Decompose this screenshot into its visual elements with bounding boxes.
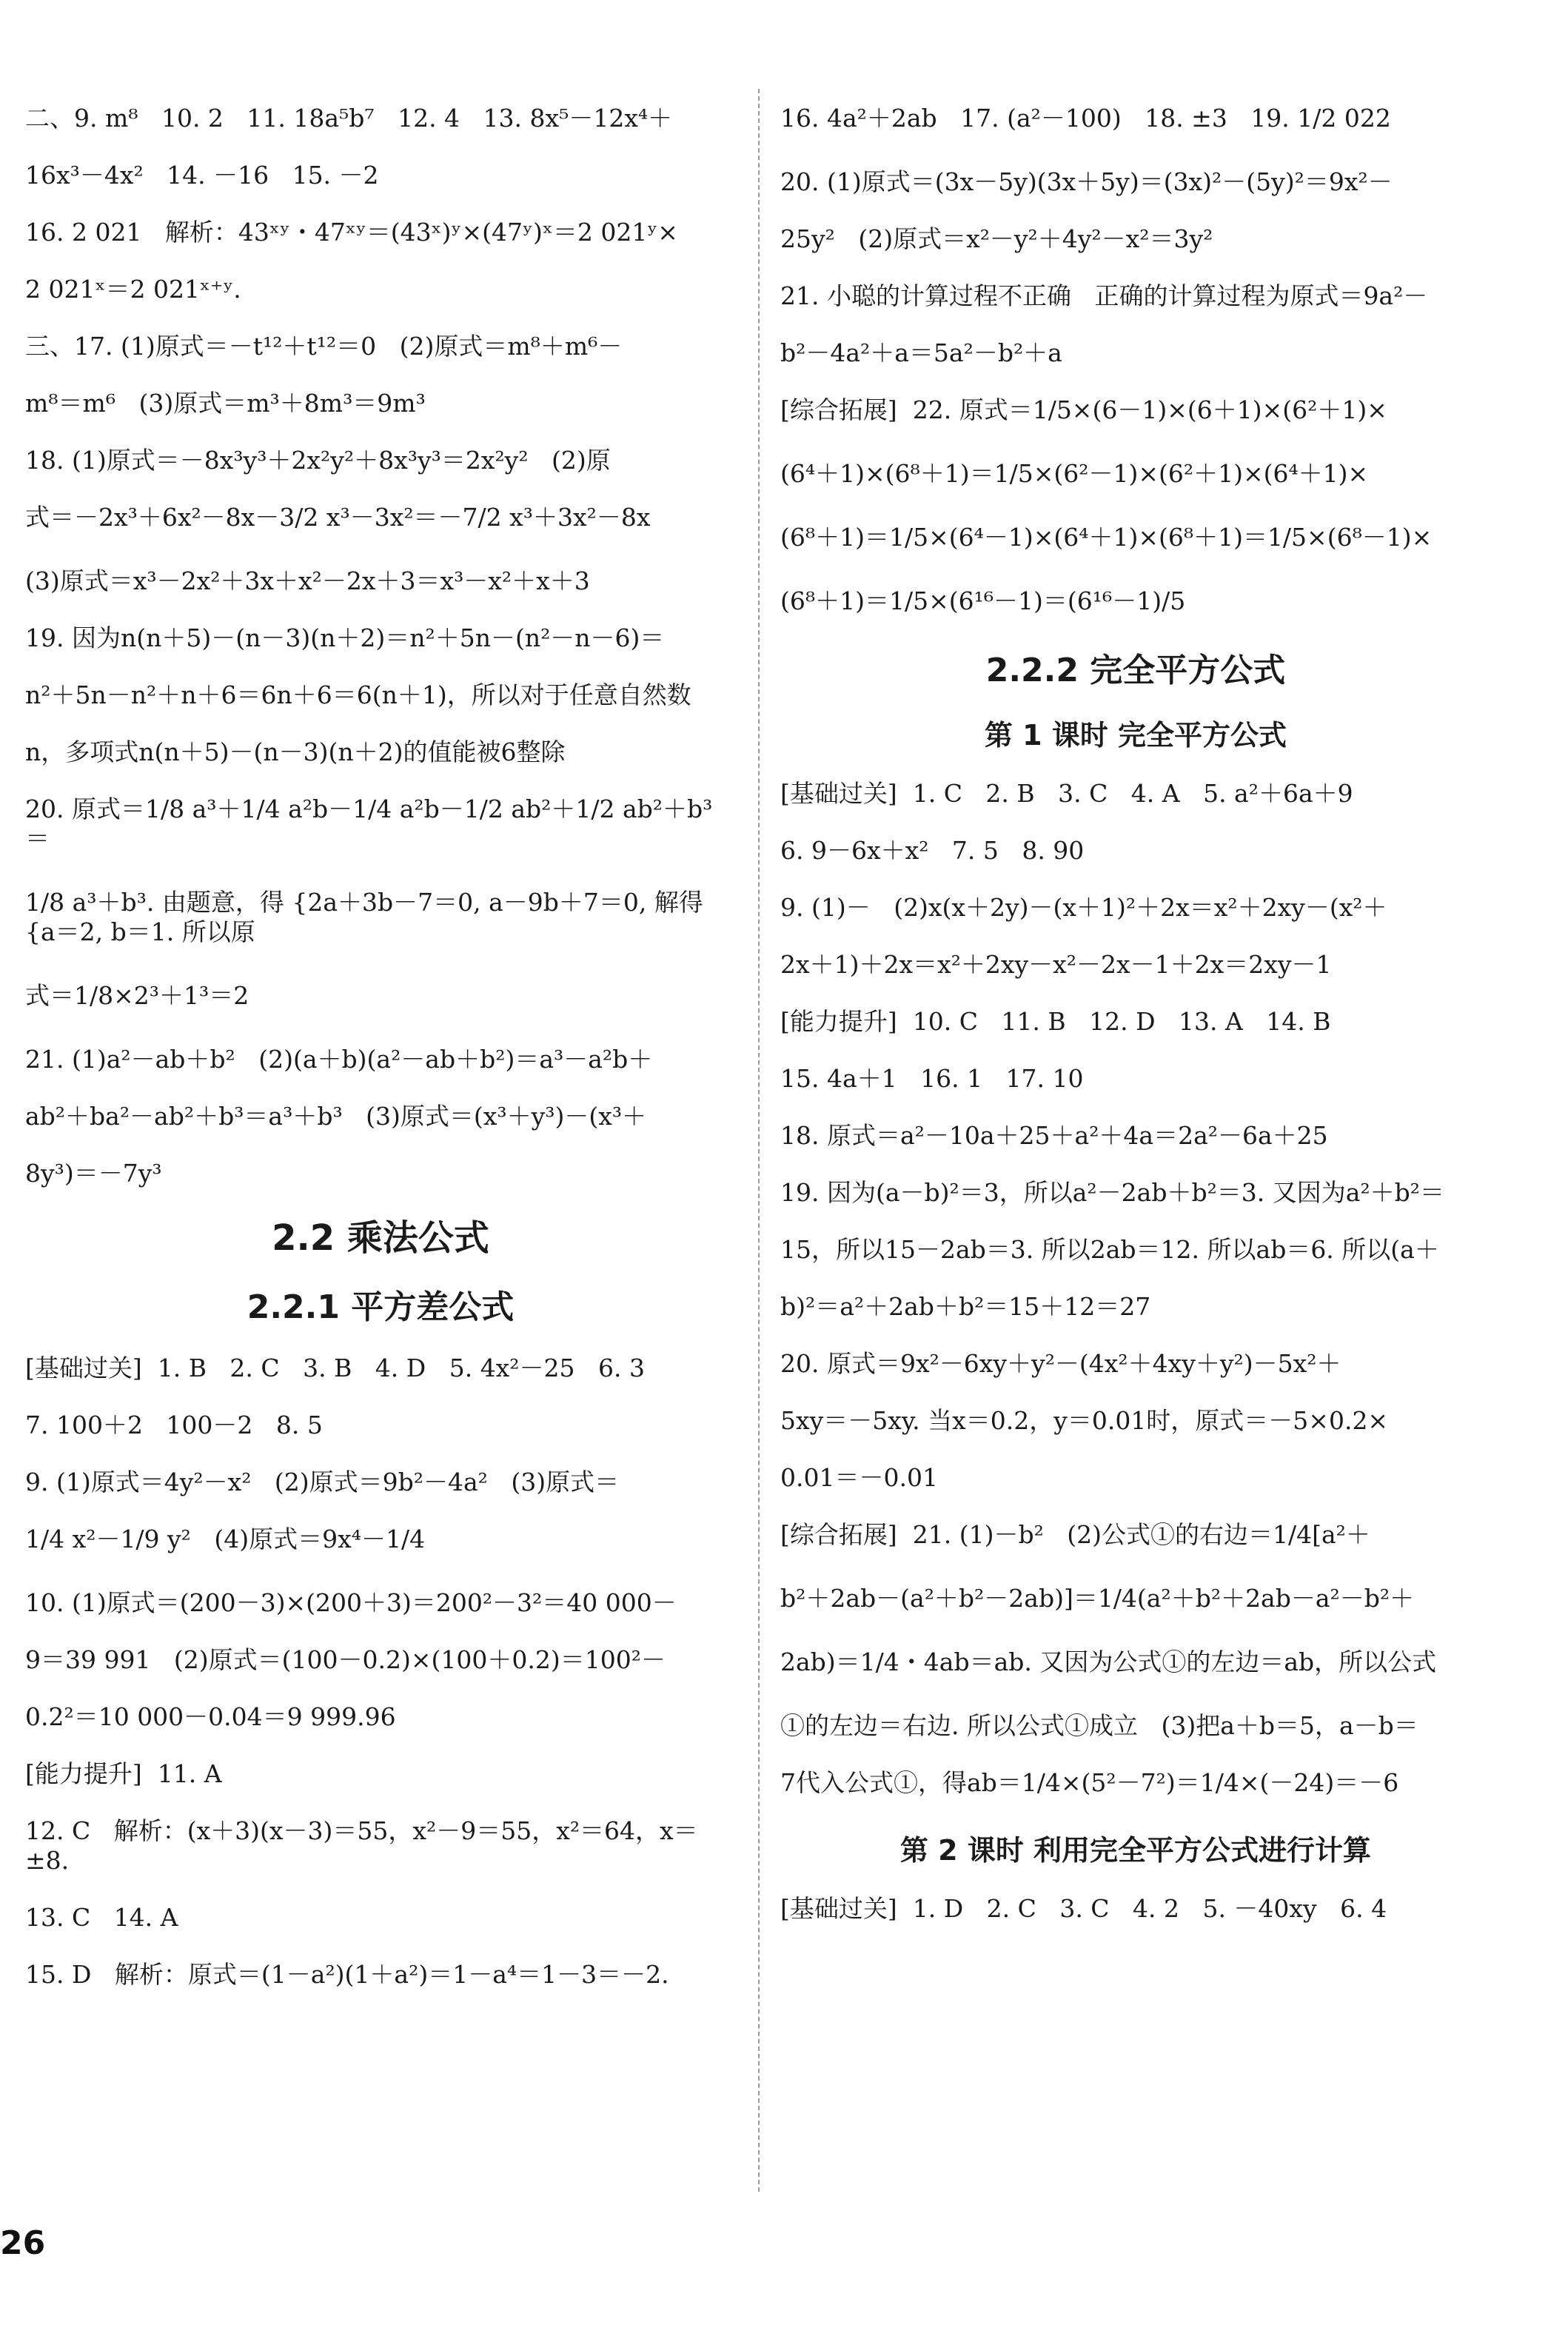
- answer-line: [综合拓展] 21. (1)－b² (2)公式①的右边＝1/4[a²＋: [780, 1520, 1370, 1549]
- answer-line: 15. 4a＋1 16. 1 17. 10: [780, 1064, 1084, 1093]
- answer-line: 5xy＝－5xy. 当x＝0.2，y＝0.01时，原式＝－5×0.2×: [780, 1406, 1389, 1435]
- answer-line: 2x＋1)＋2x＝x²＋2xy－x²－2x－1＋2x＝2xy－1: [780, 950, 1332, 979]
- answer-line: ①的左边＝右边. 所以公式①成立 (3)把a＋b＝5，a－b＝: [780, 1711, 1418, 1740]
- answer-line: 9. (1)原式＝4y²－x² (2)原式＝9b²－4a² (3)原式＝: [25, 1468, 620, 1496]
- answer-line: 1/4 x²－1/9 y² (4)原式＝9x⁴－1/4: [25, 1525, 426, 1553]
- column-divider: [758, 89, 760, 2192]
- answer-line: 12. C 解析：(x＋3)(x－3)＝55，x²－9＝55，x²＝64，x＝±8.: [25, 1816, 698, 1875]
- subsection-title-2-2-2: 2.2.2 完全平方公式: [985, 652, 1286, 689]
- right-answers-mid: [780, 779, 1491, 1798]
- answer-line: 7代入公式①，得ab＝1/4×(5²－7²)＝1/4×(－24)＝－6: [780, 1768, 1399, 1797]
- answer-line: 15，所以15－2ab＝3. 所以2ab＝12. 所以ab＝6. 所以(a＋: [780, 1235, 1439, 1264]
- answer-line: 2ab)＝1/4・4ab＝ab. 又因为公式①的左边＝ab，所以公式: [780, 1647, 1437, 1676]
- answer-line: 7. 100＋2 100－2 8. 5: [25, 1411, 323, 1439]
- answer-line: ab²＋ba²－ab²＋b³＝a³＋b³ (3)原式＝(x³＋y³)－(x³＋: [25, 1102, 647, 1131]
- answer-line: [能力提升] 11. A: [25, 1759, 222, 1788]
- answer-line: 20. 原式＝1/8 a³＋1/4 a²b－1/4 a²b－1/2 ab²＋1/2 ab²＋b³＝: [25, 794, 713, 853]
- left-answers-top: [25, 104, 736, 1188]
- answer-line: 1/8 a³＋b³. 由题意，得 {2a＋3b－7＝0, a－9b＋7＝0, 解得 {a＝2, b＝1. 所以原: [25, 888, 711, 946]
- answer-line: 8y³)＝－7y³: [25, 1159, 162, 1188]
- answer-line: (6⁸＋1)＝1/5×(6⁴－1)×(6⁴＋1)×(6⁸＋1)＝1/5×(6⁸－1)×: [780, 523, 1433, 552]
- answer-line: (6⁴＋1)×(6⁸＋1)＝1/5×(6²－1)×(6²＋1)×(6⁴＋1)×: [780, 459, 1369, 488]
- answer-line: [综合拓展] 22. 原式＝1/5×(6－1)×(6＋1)×(6²＋1)×: [780, 395, 1387, 424]
- right-answers-top: [780, 104, 1491, 616]
- answer-line: 三、17. (1)原式＝－t¹²＋t¹²＝0 (2)原式＝m⁸＋m⁶－: [25, 332, 623, 361]
- answer-line: m⁸＝m⁶ (3)原式＝m³＋8m³＝9m³: [25, 389, 426, 418]
- answer-line: 2 021ˣ＝2 021ˣ⁺ʸ.: [25, 275, 241, 304]
- answer-line: [基础过关] 1. B 2. C 3. B 4. D 5. 4x²－25 6. 3: [25, 1354, 645, 1382]
- answer-line: 16. 2 021 解析：43ˣʸ・47ˣʸ＝(43ˣ)ʸ×(47ʸ)ˣ＝2 021ʸ×: [25, 218, 678, 247]
- answer-line: b²＋2ab－(a²＋b²－2ab)]＝1/4(a²＋b²＋2ab－a²－b²＋: [780, 1584, 1415, 1613]
- answer-line: 16. 4a²＋2ab 17. (a²－100) 18. ±3 19. 1/2 022: [780, 104, 1391, 133]
- answer-line: 20. 原式＝9x²－6xy＋y²－(4x²＋4xy＋y²)－5x²＋: [780, 1349, 1341, 1378]
- answer-line: 二、9. m⁸ 10. 2 11. 18a⁵b⁷ 12. 4 13. 8x⁵－12x⁴＋: [25, 104, 673, 133]
- answer-line: 9＝39 991 (2)原式＝(100－0.2)×(100＋0.2)＝100²－: [25, 1645, 666, 1674]
- answer-line: 18. (1)原式＝－8x³y³＋2x²y²＋8x³y³＝2x²y² (2)原: [25, 446, 611, 475]
- answer-line: (3)原式＝x³－2x²＋3x＋x²－2x＋3＝x³－x²＋x＋3: [25, 566, 590, 595]
- answer-line: 0.2²＝10 000－0.04＝9 999.96: [25, 1702, 396, 1731]
- answer-line: 16x³－4x² 14. －16 15. －2: [25, 161, 379, 190]
- answer-line: n，多项式n(n＋5)－(n－3)(n＋2)的值能被6整除: [25, 737, 566, 766]
- subsection-title-2-2-1: 2.2.1 平方差公式: [247, 1288, 515, 1326]
- answer-line: (6⁸＋1)＝1/5×(6¹⁶－1)＝(6¹⁶－1)/5: [780, 586, 1186, 615]
- right-answers-bottom: [780, 1894, 1491, 1924]
- answer-line: 21. (1)a²－ab＋b² (2)(a＋b)(a²－ab＋b²)＝a³－a²b＋: [25, 1045, 653, 1074]
- answer-line: 15. D 解析：原式＝(1－a²)(1＋a²)＝1－a⁴＝1－3＝－2.: [25, 1960, 669, 1989]
- answer-line: 式＝1/8×2³＋1³＝2: [25, 981, 249, 1010]
- answer-line: 18. 原式＝a²－10a＋25＋a²＋4a＝2a²－6a＋25: [780, 1121, 1328, 1150]
- answer-line: 20. (1)原式＝(3x－5y)(3x＋5y)＝(3x)²－(5y)²＝9x²－: [780, 167, 1393, 196]
- answer-line: b²－4a²＋a＝5a²－b²＋a: [780, 338, 1062, 367]
- answer-line: b)²＝a²＋2ab＋b²＝15＋12＝27: [780, 1292, 1151, 1321]
- left-column: [25, 104, 736, 2017]
- answer-line: 式＝－2x³＋6x²－8x－3/2 x³－3x²＝－7/2 x³＋3x²－8x: [25, 503, 651, 532]
- lesson-1-title: 第 1 课时 完全平方公式: [984, 719, 1287, 752]
- answer-line: [能力提升] 10. C 11. B 12. D 13. A 14. B: [780, 1007, 1331, 1036]
- answer-line: 9. (1)－ (2)x(x＋2y)－(x＋1)²＋2x＝x²＋2xy－(x²＋: [780, 893, 1387, 922]
- answer-line: 21. 小聪的计算过程不正确 正确的计算过程为原式＝9a²－: [780, 281, 1428, 310]
- answer-line: [基础过关] 1. D 2. C 3. C 4. 2 5. －40xy 6. 4: [780, 1894, 1387, 1923]
- left-answers-bottom: [25, 1354, 736, 1990]
- answer-line: 13. C 14. A: [25, 1903, 178, 1932]
- section-title: 2.2 乘法公式: [272, 1217, 489, 1259]
- answer-line: 25y² (2)原式＝x²－y²＋4y²－x²＝3y²: [780, 224, 1213, 253]
- answer-line: 19. 因为(a－b)²＝3，所以a²－2ab＋b²＝3. 又因为a²＋b²＝: [780, 1178, 1445, 1207]
- right-column: [780, 104, 1491, 1951]
- answer-line: 6. 9－6x＋x² 7. 5 8. 90: [780, 836, 1085, 865]
- answer-line: 19. 因为n(n＋5)－(n－3)(n＋2)＝n²＋5n－(n²－n－6)＝: [25, 623, 665, 652]
- answer-line: 10. (1)原式＝(200－3)×(200＋3)＝200²－3²＝40 000－: [25, 1588, 677, 1617]
- answer-line: [基础过关] 1. C 2. B 3. C 4. A 5. a²＋6a＋9: [780, 779, 1353, 808]
- answer-line: 0.01＝－0.01: [780, 1463, 938, 1492]
- answer-line: n²＋5n－n²＋n＋6＝6n＋6＝6(n＋1)，所以对于任意自然数: [25, 680, 691, 709]
- page-number: 26: [0, 2224, 46, 2262]
- lesson-2-title: 第 2 课时 利用完全平方公式进行计算: [899, 1834, 1372, 1867]
